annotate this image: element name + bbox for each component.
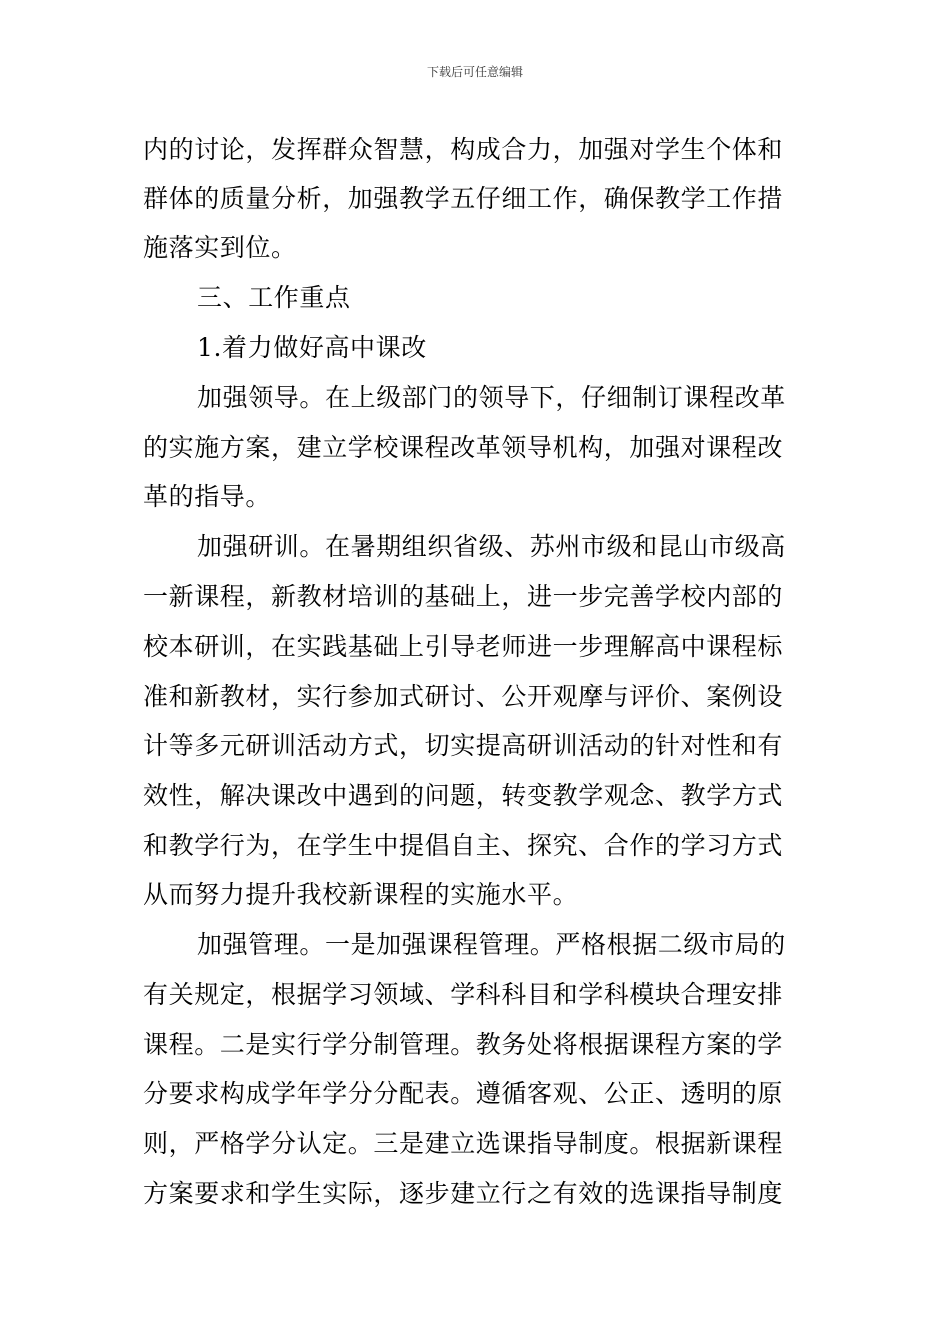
text-line: 方案要求和学生实际，逐步建立行之有效的选课指导制度 xyxy=(143,1179,784,1208)
subsection-heading: 1.着力做好高中课改 xyxy=(197,333,427,362)
text-line: 内的讨论，发挥群众智慧，构成合力，加强对学生个体和 xyxy=(143,135,784,164)
text-line: 加强研训。在暑期组织省级、苏州市级和昆山市级高 xyxy=(197,532,786,561)
page-header: 下载后可任意编辑 xyxy=(426,65,523,79)
section-heading: 三、工作重点 xyxy=(197,283,351,312)
text-line: 加强管理。一是加强课程管理。严格根据二级市局的 xyxy=(197,930,786,959)
text-line: 一新课程，新教材培训的基础上，进一步完善学校内部的 xyxy=(143,582,784,611)
text-line: 课程。二是实行学分制管理。教务处将根据课程方案的学 xyxy=(143,1030,784,1059)
text-line: 和教学行为，在学生中提倡自主、探究、合作的学习方式 xyxy=(143,831,784,860)
text-line: 革的指导。 xyxy=(143,482,272,511)
text-line: 分要求构成学年学分分配表。遵循客观、公正、透明的原 xyxy=(143,1079,784,1108)
text-line: 加强领导。在上级部门的领导下，仔细制订课程改革 xyxy=(197,383,786,412)
text-line: 校本研训，在实践基础上引导老师进一步理解高中课程标 xyxy=(143,632,784,661)
text-line: 计等多元研训活动方式，切实提高研训活动的针对性和有 xyxy=(143,731,784,760)
text-line: 施落实到位。 xyxy=(143,233,297,262)
text-line: 则，严格学分认定。三是建立选课指导制度。根据新课程 xyxy=(143,1129,784,1158)
text-line: 从而努力提升我校新课程的实施水平。 xyxy=(143,880,579,909)
text-line: 的实施方案，建立学校课程改革领导机构，加强对课程改 xyxy=(143,433,784,462)
text-line: 效性，解决课改中遇到的问题，转变教学观念、教学方式 xyxy=(143,781,784,810)
text-line: 群体的质量分析，加强教学五仔细工作，确保教学工作措 xyxy=(143,184,784,213)
text-line: 准和新教材，实行参加式研讨、公开观摩与评价、案例设 xyxy=(143,682,784,711)
text-line: 有关规定，根据学习领域、学科科目和学科模块合理安排 xyxy=(143,980,784,1009)
